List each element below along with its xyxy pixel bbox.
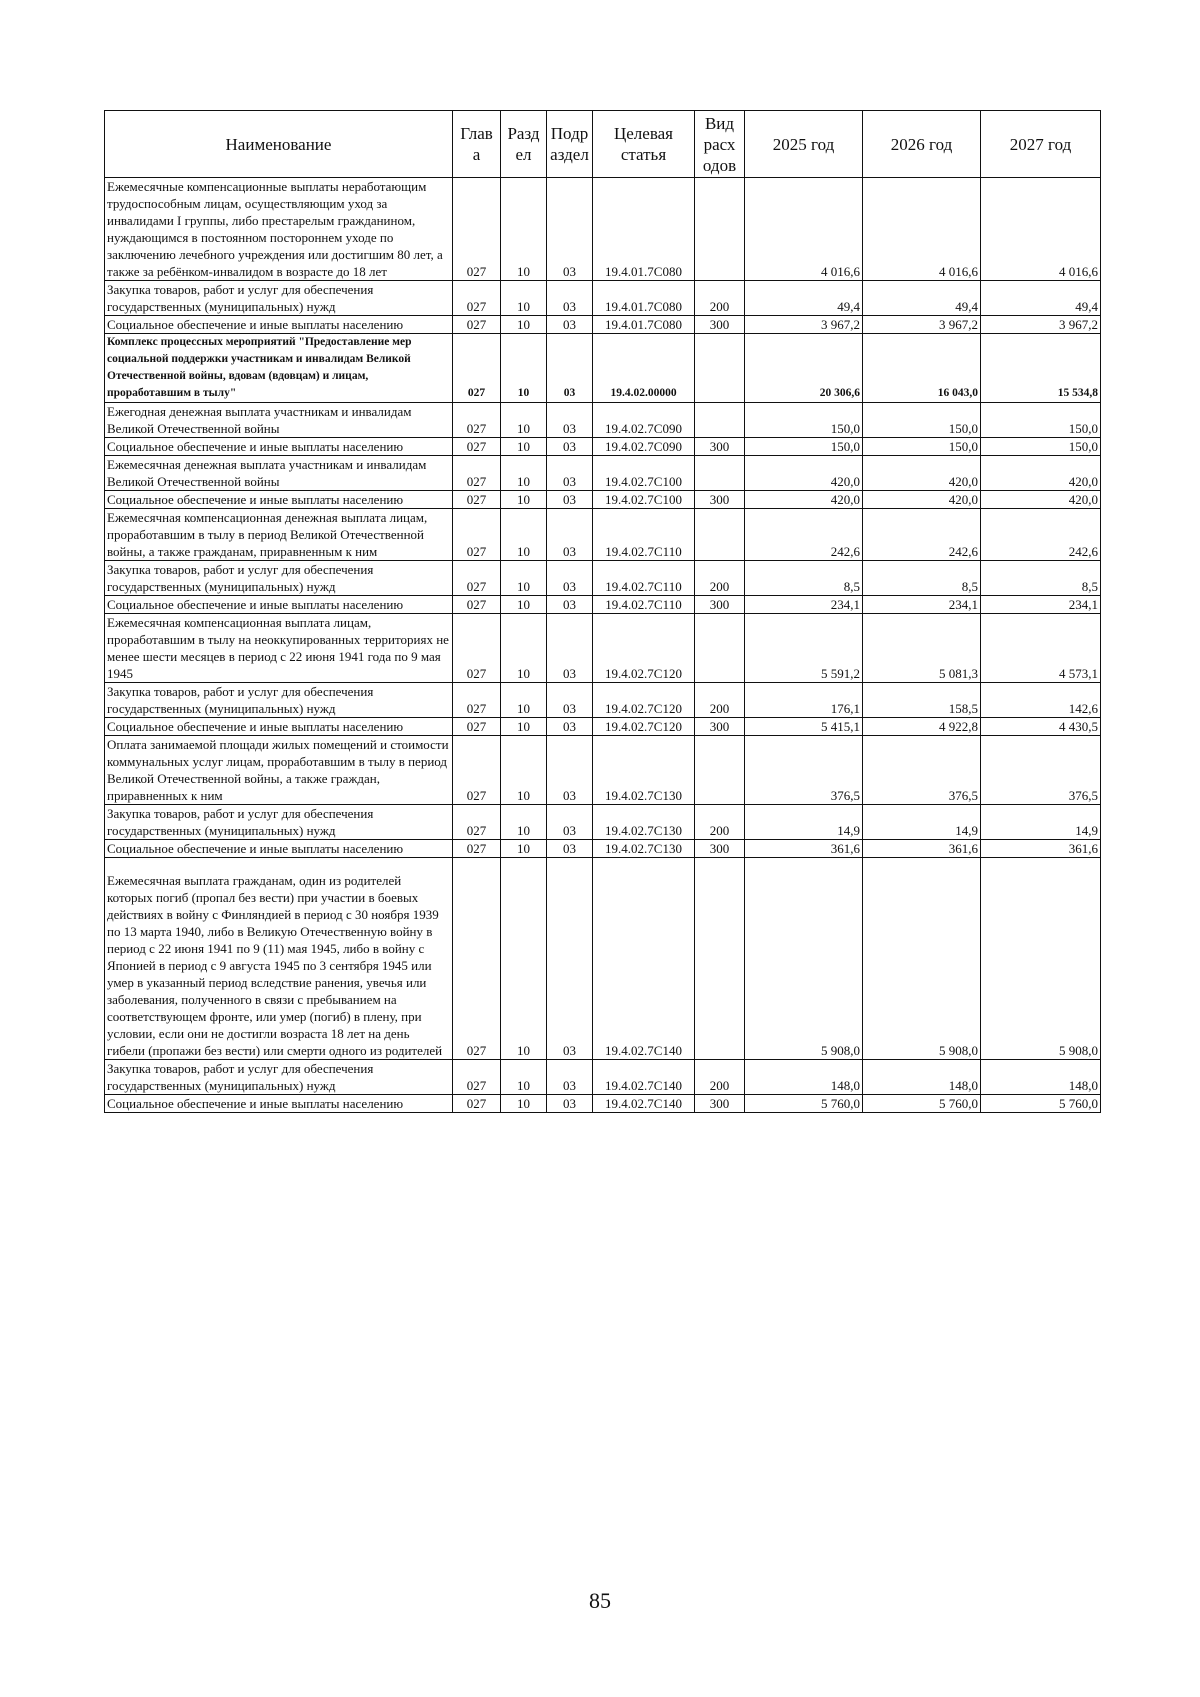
- cell-razdel: 10: [501, 736, 547, 805]
- cell-razdel: 10: [501, 1095, 547, 1113]
- cell-2025: 361,6: [745, 840, 863, 858]
- cell-razdel: 10: [501, 316, 547, 334]
- cell-podrazdel: 03: [547, 614, 593, 683]
- cell-glava: 027: [453, 456, 501, 491]
- table-row: [105, 736, 1101, 805]
- cell-2025: 8,5: [745, 561, 863, 596]
- cell-2026: 148,0: [863, 1060, 981, 1095]
- cell-2027: 4 016,6: [981, 178, 1101, 281]
- table-row: [105, 509, 1101, 561]
- cell-2027: 8,5: [981, 561, 1101, 596]
- cell-statya: 19.4.02.7С140: [593, 858, 695, 1060]
- cell-2027: 142,6: [981, 683, 1101, 718]
- cell-2026: 420,0: [863, 491, 981, 509]
- table-row: [105, 456, 1101, 491]
- cell-name: Социальное обеспечение и иные выплаты населению: [105, 1095, 453, 1113]
- cell-2026: 242,6: [863, 509, 981, 561]
- header-vid: Вид расх одов: [695, 111, 745, 178]
- cell-2026: 361,6: [863, 840, 981, 858]
- table-row: [105, 561, 1101, 596]
- cell-glava: 027: [453, 840, 501, 858]
- cell-2027: 14,9: [981, 805, 1101, 840]
- cell-podrazdel: 03: [547, 281, 593, 316]
- cell-razdel: 10: [501, 858, 547, 1060]
- cell-glava: 027: [453, 858, 501, 1060]
- cell-vid: 300: [695, 491, 745, 509]
- cell-statya: 19.4.02.7С110: [593, 509, 695, 561]
- table-body: [105, 178, 1101, 1113]
- cell-2026: 14,9: [863, 805, 981, 840]
- cell-glava: 027: [453, 438, 501, 456]
- cell-2027: 49,4: [981, 281, 1101, 316]
- cell-2025: 3 967,2: [745, 316, 863, 334]
- table-row: [105, 178, 1101, 281]
- cell-2026: 150,0: [863, 403, 981, 438]
- cell-2026: 5 081,3: [863, 614, 981, 683]
- cell-podrazdel: 03: [547, 718, 593, 736]
- cell-name: Комплекс процессных мероприятий "Предоставление мер социальной поддержки участникам и инвалидам Великой Отечественной войны, вдовам (вдовцам) и лицам, проработавшим в тылу": [105, 334, 453, 403]
- cell-name: Закупка товаров, работ и услуг для обеспечения государственных (муниципальных) нужд: [105, 561, 453, 596]
- cell-glava: 027: [453, 561, 501, 596]
- cell-podrazdel: 03: [547, 509, 593, 561]
- cell-2025: 4 016,6: [745, 178, 863, 281]
- cell-statya: 19.4.02.7С110: [593, 596, 695, 614]
- cell-razdel: 10: [501, 718, 547, 736]
- cell-2025: 5 415,1: [745, 718, 863, 736]
- cell-statya: 19.4.02.7С130: [593, 736, 695, 805]
- cell-name: Ежемесячная компенсационная денежная выплата лицам, проработавшим в тылу в период Великой Отечественной войны, а также гражданам, приравненным к ним: [105, 509, 453, 561]
- cell-podrazdel: 03: [547, 736, 593, 805]
- cell-statya: 19.4.02.7С130: [593, 840, 695, 858]
- table-row: [105, 1060, 1101, 1095]
- cell-glava: 027: [453, 805, 501, 840]
- cell-podrazdel: 03: [547, 316, 593, 334]
- cell-vid: [695, 509, 745, 561]
- cell-razdel: 10: [501, 509, 547, 561]
- cell-2025: 5 908,0: [745, 858, 863, 1060]
- cell-vid: [695, 403, 745, 438]
- cell-glava: 027: [453, 736, 501, 805]
- cell-name: Социальное обеспечение и иные выплаты населению: [105, 596, 453, 614]
- cell-2025: 5 760,0: [745, 1095, 863, 1113]
- cell-glava: 027: [453, 718, 501, 736]
- cell-2027: 4 573,1: [981, 614, 1101, 683]
- cell-razdel: 10: [501, 178, 547, 281]
- cell-vid: 200: [695, 561, 745, 596]
- cell-2027: 4 430,5: [981, 718, 1101, 736]
- cell-2026: 376,5: [863, 736, 981, 805]
- cell-podrazdel: 03: [547, 456, 593, 491]
- cell-2026: 4 922,8: [863, 718, 981, 736]
- cell-name: Социальное обеспечение и иные выплаты населению: [105, 438, 453, 456]
- cell-2027: 234,1: [981, 596, 1101, 614]
- table-row: [105, 334, 1101, 403]
- cell-2025: 234,1: [745, 596, 863, 614]
- table-row: [105, 1095, 1101, 1113]
- header-2025: 2025 год: [745, 111, 863, 178]
- page-number: 85: [589, 1588, 611, 1613]
- table-row: [105, 805, 1101, 840]
- cell-2026: 5 760,0: [863, 1095, 981, 1113]
- cell-2026: 3 967,2: [863, 316, 981, 334]
- cell-podrazdel: 03: [547, 403, 593, 438]
- cell-vid: 300: [695, 718, 745, 736]
- cell-2026: 158,5: [863, 683, 981, 718]
- cell-2025: 150,0: [745, 438, 863, 456]
- cell-statya: 19.4.02.7С120: [593, 683, 695, 718]
- header-name: Наименование: [105, 111, 453, 178]
- cell-2027: 150,0: [981, 438, 1101, 456]
- cell-statya: 19.4.01.7С080: [593, 178, 695, 281]
- cell-2026: 5 908,0: [863, 858, 981, 1060]
- cell-razdel: 10: [501, 491, 547, 509]
- cell-2026: 4 016,6: [863, 178, 981, 281]
- cell-2025: 176,1: [745, 683, 863, 718]
- cell-2025: 150,0: [745, 403, 863, 438]
- cell-razdel: 10: [501, 334, 547, 403]
- header-2026: 2026 год: [863, 111, 981, 178]
- header-razdel: Разд ел: [501, 111, 547, 178]
- cell-name: Социальное обеспечение и иные выплаты населению: [105, 316, 453, 334]
- cell-vid: 200: [695, 805, 745, 840]
- cell-podrazdel: 03: [547, 561, 593, 596]
- cell-2027: 420,0: [981, 456, 1101, 491]
- cell-vid: [695, 334, 745, 403]
- table-row: [105, 596, 1101, 614]
- cell-podrazdel: 03: [547, 178, 593, 281]
- cell-podrazdel: 03: [547, 491, 593, 509]
- cell-vid: 300: [695, 840, 745, 858]
- cell-podrazdel: 03: [547, 840, 593, 858]
- cell-razdel: 10: [501, 403, 547, 438]
- cell-razdel: 10: [501, 281, 547, 316]
- cell-2026: 49,4: [863, 281, 981, 316]
- cell-razdel: 10: [501, 683, 547, 718]
- cell-2026: 234,1: [863, 596, 981, 614]
- cell-name: Закупка товаров, работ и услуг для обеспечения государственных (муниципальных) нужд: [105, 805, 453, 840]
- cell-razdel: 10: [501, 614, 547, 683]
- cell-glava: 027: [453, 316, 501, 334]
- cell-name: Ежегодная денежная выплата участникам и инвалидам Великой Отечественной войны: [105, 403, 453, 438]
- cell-2025: 49,4: [745, 281, 863, 316]
- cell-podrazdel: 03: [547, 334, 593, 403]
- cell-vid: [695, 456, 745, 491]
- cell-2027: 15 534,8: [981, 334, 1101, 403]
- cell-2027: 420,0: [981, 491, 1101, 509]
- cell-vid: 300: [695, 596, 745, 614]
- table-row: [105, 438, 1101, 456]
- cell-glava: 027: [453, 491, 501, 509]
- cell-podrazdel: 03: [547, 805, 593, 840]
- cell-razdel: 10: [501, 596, 547, 614]
- cell-podrazdel: 03: [547, 1060, 593, 1095]
- cell-statya: 19.4.02.7С090: [593, 403, 695, 438]
- cell-name: Оплата занимаемой площади жилых помещений и стоимости коммунальных услуг лицам, проработавшим в тылу в период Великой Отечественной войны, а также граждан, приравненных к ним: [105, 736, 453, 805]
- cell-razdel: 10: [501, 1060, 547, 1095]
- cell-statya: 19.4.02.7С140: [593, 1060, 695, 1095]
- cell-podrazdel: 03: [547, 1095, 593, 1113]
- cell-statya: 19.4.02.7С110: [593, 561, 695, 596]
- cell-2025: 14,9: [745, 805, 863, 840]
- cell-2025: 242,6: [745, 509, 863, 561]
- cell-podrazdel: 03: [547, 438, 593, 456]
- cell-name: Ежемесячные компенсационные выплаты неработающим трудоспособным лицам, осуществляющим уход за инвалидами I группы, либо престарелым гражданином, нуждающимся в постоянном постороннем уходе по заключению лечебного учреждения или достигшим 80 лет, а также за ребёнком-инвалидом в возрасте до 18 лет: [105, 178, 453, 281]
- table-row: [105, 281, 1101, 316]
- cell-glava: 027: [453, 614, 501, 683]
- table-row: [105, 858, 1101, 1060]
- table-row: [105, 718, 1101, 736]
- table-row: [105, 491, 1101, 509]
- cell-glava: 027: [453, 509, 501, 561]
- cell-statya: 19.4.02.7С090: [593, 438, 695, 456]
- cell-2027: 242,6: [981, 509, 1101, 561]
- cell-2027: 5 908,0: [981, 858, 1101, 1060]
- cell-statya: 19.4.02.7С120: [593, 614, 695, 683]
- cell-podrazdel: 03: [547, 596, 593, 614]
- cell-2027: 5 760,0: [981, 1095, 1101, 1113]
- cell-2025: 420,0: [745, 456, 863, 491]
- cell-glava: 027: [453, 596, 501, 614]
- cell-glava: 027: [453, 1060, 501, 1095]
- cell-name: Ежемесячная компенсационная выплата лицам, проработавшим в тылу на неоккупированных территориях не менее шести месяцев в период с 22 июня 1941 года по 9 мая 1945: [105, 614, 453, 683]
- header-statya: Целевая статья: [593, 111, 695, 178]
- cell-podrazdel: 03: [547, 683, 593, 718]
- cell-vid: 300: [695, 1095, 745, 1113]
- cell-name: Закупка товаров, работ и услуг для обеспечения государственных (муниципальных) нужд: [105, 1060, 453, 1095]
- cell-name: Закупка товаров, работ и услуг для обеспечения государственных (муниципальных) нужд: [105, 281, 453, 316]
- cell-glava: 027: [453, 683, 501, 718]
- cell-name: Закупка товаров, работ и услуг для обеспечения государственных (муниципальных) нужд: [105, 683, 453, 718]
- cell-vid: 200: [695, 281, 745, 316]
- cell-glava: 027: [453, 281, 501, 316]
- cell-2025: 420,0: [745, 491, 863, 509]
- cell-statya: 19.4.02.7С100: [593, 491, 695, 509]
- cell-2026: 16 043,0: [863, 334, 981, 403]
- table-row: [105, 316, 1101, 334]
- cell-name: Социальное обеспечение и иные выплаты населению: [105, 840, 453, 858]
- table-row: [105, 683, 1101, 718]
- cell-razdel: 10: [501, 561, 547, 596]
- budget-table: [104, 110, 1101, 1113]
- cell-name: Социальное обеспечение и иные выплаты населению: [105, 718, 453, 736]
- header-2027: 2027 год: [981, 111, 1101, 178]
- cell-vid: 300: [695, 438, 745, 456]
- cell-name: Ежемесячная выплата гражданам, один из родителей которых погиб (пропал без вести) при участии в боевых действиях в войну с Финляндией в период с 30 ноября 1939 по 13 марта 1940, либо в Великую Отечественную войну в период с 22 июня 1941 по 9 (11) мая 1945, либо в войну с Японией в период с 9 августа 1945 по 3 сентября 1945 или умер в указанный период вследствие ранения, увечья или заболевания, полученного в связи с пребыванием на соответствующем фронте, или умер (погиб) в плену, при условии, если они не достигли возраста 18 лет на день гибели (пропажи без вести) или смерти одного из родителей: [105, 858, 453, 1060]
- cell-vid: [695, 858, 745, 1060]
- cell-statya: 19.4.02.00000: [593, 334, 695, 403]
- cell-2026: 150,0: [863, 438, 981, 456]
- cell-name: Социальное обеспечение и иные выплаты населению: [105, 491, 453, 509]
- cell-2026: 8,5: [863, 561, 981, 596]
- cell-glava: 027: [453, 334, 501, 403]
- cell-2027: 361,6: [981, 840, 1101, 858]
- header-podrazdel: Подр аздел: [547, 111, 593, 178]
- header-glava: Глав а: [453, 111, 501, 178]
- table-header-row: [105, 111, 1101, 178]
- cell-glava: 027: [453, 403, 501, 438]
- cell-statya: 19.4.02.7С130: [593, 805, 695, 840]
- cell-statya: 19.4.02.7С140: [593, 1095, 695, 1113]
- cell-name: Ежемесячная денежная выплата участникам и инвалидам Великой Отечественной войны: [105, 456, 453, 491]
- cell-2027: 3 967,2: [981, 316, 1101, 334]
- cell-vid: [695, 614, 745, 683]
- cell-glava: 027: [453, 178, 501, 281]
- table-row: [105, 403, 1101, 438]
- table-row: [105, 840, 1101, 858]
- cell-2027: 376,5: [981, 736, 1101, 805]
- cell-podrazdel: 03: [547, 858, 593, 1060]
- cell-vid: [695, 736, 745, 805]
- cell-2025: 376,5: [745, 736, 863, 805]
- cell-glava: 027: [453, 1095, 501, 1113]
- cell-statya: 19.4.02.7С100: [593, 456, 695, 491]
- cell-2027: 148,0: [981, 1060, 1101, 1095]
- cell-vid: 200: [695, 1060, 745, 1095]
- cell-vid: 200: [695, 683, 745, 718]
- cell-statya: 19.4.01.7С080: [593, 316, 695, 334]
- cell-razdel: 10: [501, 805, 547, 840]
- cell-statya: 19.4.02.7С120: [593, 718, 695, 736]
- cell-razdel: 10: [501, 438, 547, 456]
- cell-2025: 5 591,2: [745, 614, 863, 683]
- table-row: [105, 614, 1101, 683]
- cell-vid: [695, 178, 745, 281]
- cell-2026: 420,0: [863, 456, 981, 491]
- cell-2025: 148,0: [745, 1060, 863, 1095]
- cell-statya: 19.4.01.7С080: [593, 281, 695, 316]
- cell-razdel: 10: [501, 456, 547, 491]
- cell-vid: 300: [695, 316, 745, 334]
- cell-2027: 150,0: [981, 403, 1101, 438]
- cell-2025: 20 306,6: [745, 334, 863, 403]
- cell-razdel: 10: [501, 840, 547, 858]
